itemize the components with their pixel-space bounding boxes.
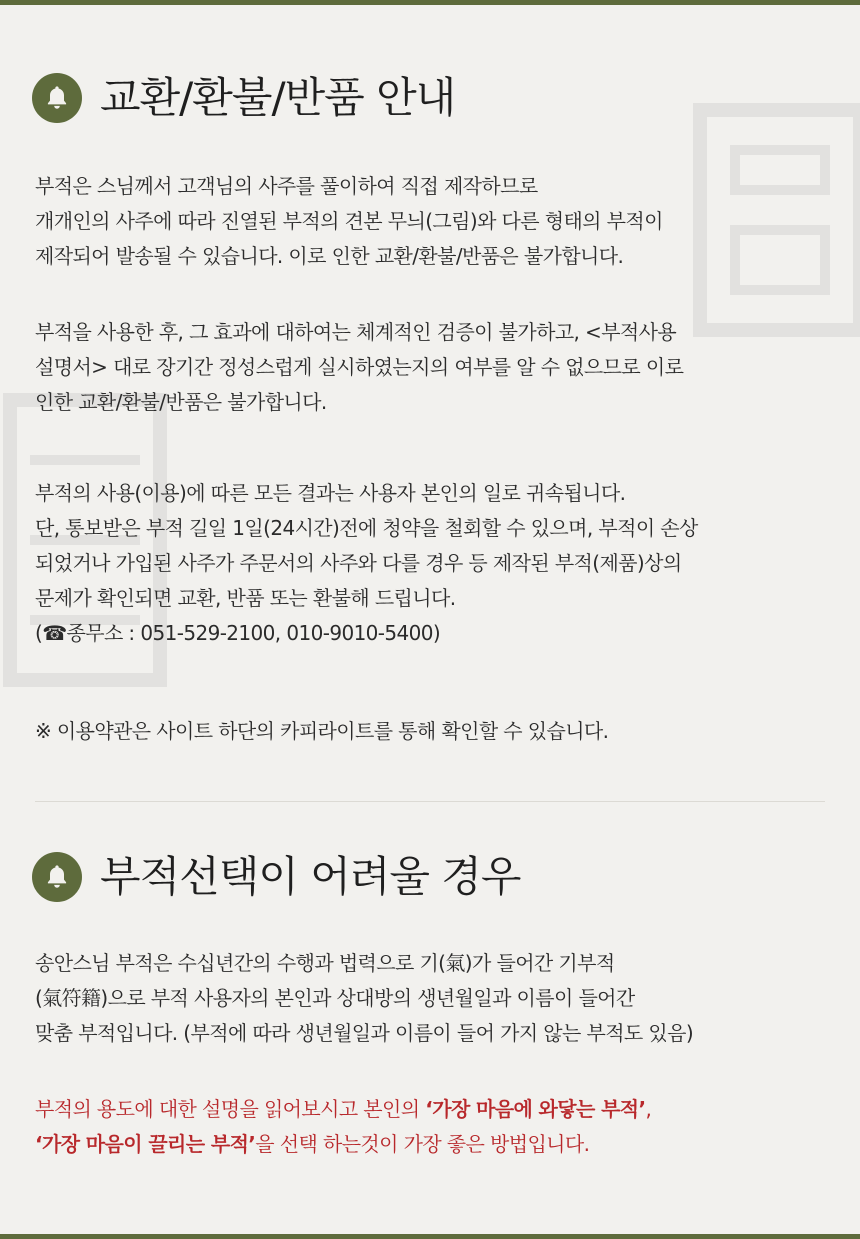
recommendation-highlight: 부적의 용도에 대한 설명을 읽어보시고 본인의 ‘가장 마음에 와닿는 부적’, ‘가장 마음이 끌리는 부적’을 선택 하는것이 가장 좋은 방법입니다. [35, 1097, 652, 1156]
section-divider [35, 801, 825, 802]
section-heading [32, 852, 832, 902]
selection-help-section [32, 852, 832, 902]
paragraph-custom-made: 부적은 스님께서 고객님의 사주를 풀이하여 직접 제작하므로 개개인의 사주에 따라 진열된 부적의 견본 무늬(그림)와 다른 형태의 부적이 제작되어 발송될 수 있습니다. 이로 인한 교환/환불/반품은 불가합니다. [35, 174, 663, 268]
section-title: 부적선택이 어려울 경우 [100, 852, 521, 901]
top-border [0, 0, 860, 5]
exchange-refund-section [32, 73, 832, 123]
terms-notice: ※ 이용약관은 사이트 하단의 카피라이트를 통해 확인할 수 있습니다. [35, 719, 609, 743]
bell-icon [32, 73, 82, 123]
bell-icon [32, 852, 82, 902]
section-title: 교환/환불/반품 안내 [100, 73, 456, 122]
background-seal-decoration [680, 90, 860, 350]
paragraph-results-and-withdrawal: 부적의 사용(이용)에 따른 모든 결과는 사용자 본인의 일로 귀속됩니다. 단, 통보받은 부적 길일 1일(24시간)전에 청약을 철회할 수 있으며, 부적이 손상 되었거나 가입된 사주가 주문서의 사주와 다를 경우 등 제작된 부적(제품)상의 문제가 확인되면 교환, 반품 또는 환불해 드립니다. (☎종무소 : 051-529-2100, 010-9010-5400) [35, 476, 698, 651]
bottom-border [0, 1234, 860, 1239]
section-heading [32, 73, 832, 123]
paragraph-effect-verification: 부적을 사용한 후, 그 효과에 대하여는 체계적인 검증이 불가하고, <부적사용 설명서> 대로 장기간 정성스럽게 실시하였는지의 여부를 알 수 없으므로 이로 인한 교환/환불/반품은 불가합니다. [35, 320, 684, 414]
paragraph-talisman-intro: 송안스님 부적은 수십년간의 수행과 법력으로 기(氣)가 들어간 기부적 (氣符籍)으로 부적 사용자의 본인과 상대방의 생년월일과 이름이 들어간 맞춤 부적입니다. (부적에 따라 생년월일과 이름이 들어 가지 않는 부적도 있음) [35, 951, 694, 1045]
contact-phone: (☎종무소 : 051-529-2100, 010-9010-5400) [35, 621, 441, 645]
